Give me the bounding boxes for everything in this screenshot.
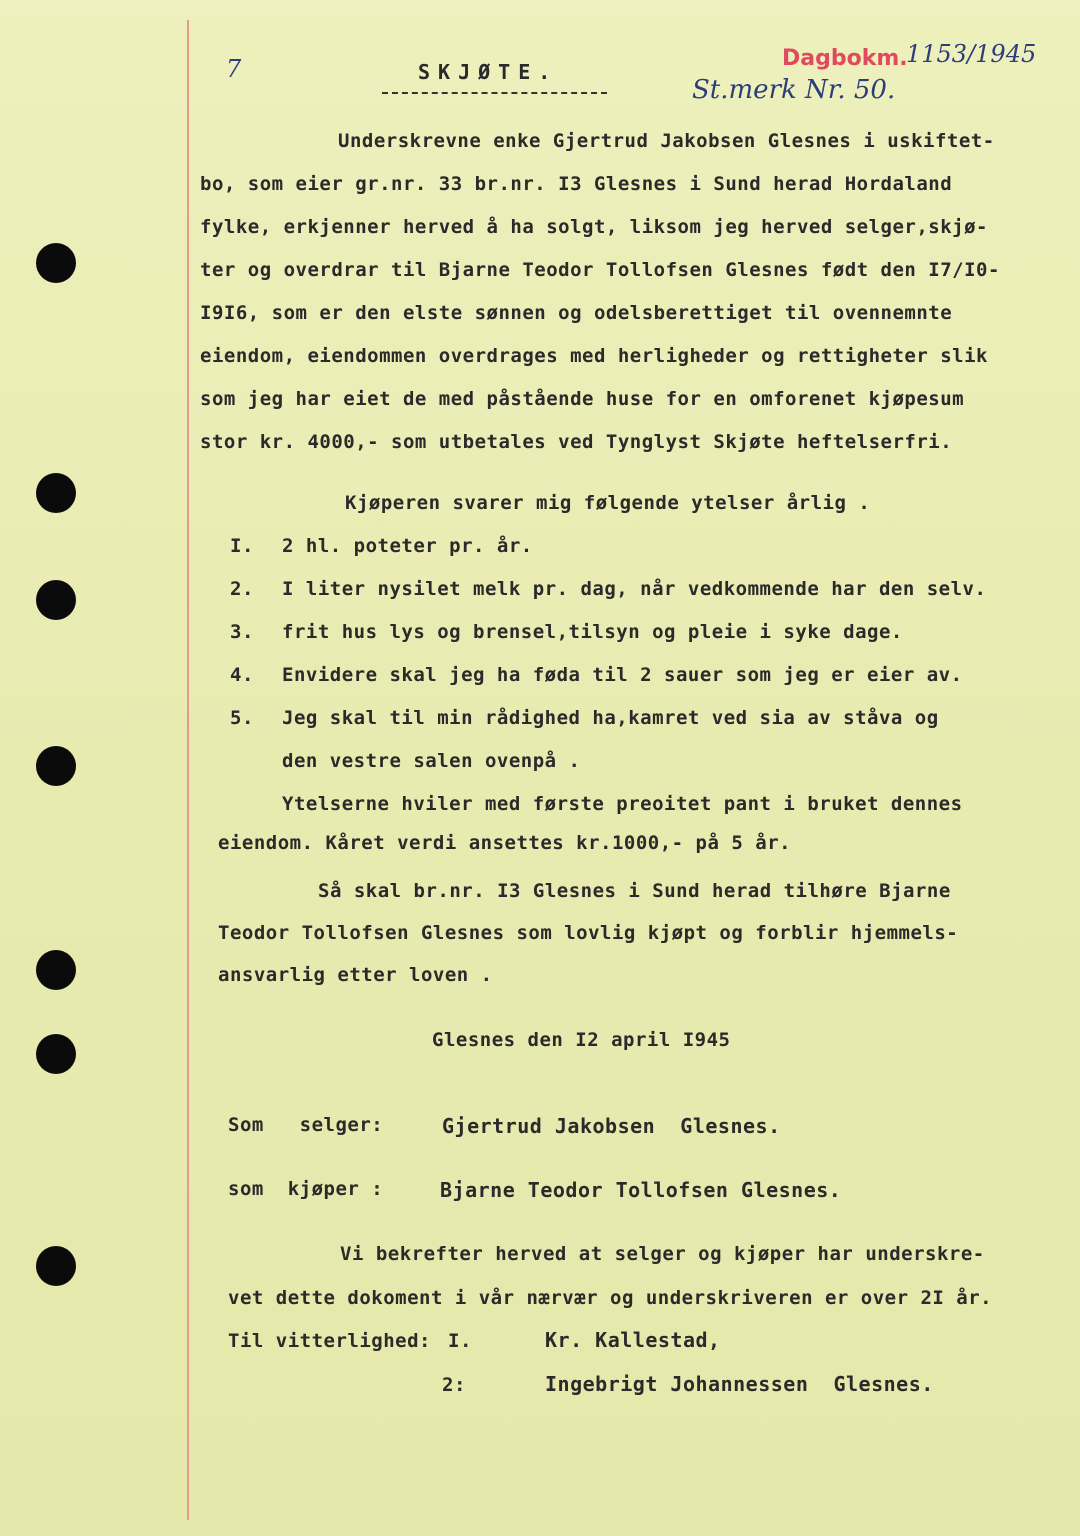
witness-name: Ingebrigt Johannessen Glesnes. xyxy=(545,1372,934,1396)
punch-hole xyxy=(36,950,76,990)
obligation-item: den vestre salen ovenpå . xyxy=(282,750,581,772)
punch-hole xyxy=(36,580,76,620)
buyer-name: Bjarne Teodor Tollofsen Glesnes. xyxy=(440,1178,842,1202)
folio-number: 7 xyxy=(226,55,242,83)
buyer-label: som kjøper : xyxy=(228,1178,384,1200)
body-line: fylke, erkjenner herved å ha solgt, liksom jeg herved selger,skjø- xyxy=(200,216,988,238)
obligation-number: 4. xyxy=(230,664,254,686)
obligation-item: Jeg skal til min rådighed ha,kamret ved sia av ståva og xyxy=(282,707,939,729)
obligation-number: 5. xyxy=(230,707,254,729)
transfer-line: Teodor Tollofsen Glesnes som lovlig kjøpt og forblir hjemmels- xyxy=(218,922,959,944)
lien-line: Ytelserne hviler med første preoitet pant i bruket dennes xyxy=(282,793,963,815)
body-line: stor kr. 4000,- som utbetales ved Tynglyst Skjøte heftelserfri. xyxy=(200,431,953,453)
body-line: som jeg har eiet de med påstående huse for en omforenet kjøpesum xyxy=(200,388,965,410)
body-line: bo, som eier gr.nr. 33 br.nr. I3 Glesnes i Sund herad Hordaland xyxy=(200,173,953,195)
seller-label: Som selger: xyxy=(228,1114,384,1136)
body-line: ter og overdrar til Bjarne Teodor Tollofsen Glesnes født den I7/I0- xyxy=(200,259,1000,281)
stamp-number: 1153/1945 xyxy=(906,40,1037,68)
witness-name: Kr. Kallestad, xyxy=(545,1328,721,1352)
seller-name: Gjertrud Jakobsen Glesnes. xyxy=(442,1114,781,1138)
obligation-item: 2 hl. poteter pr. år. xyxy=(282,535,533,557)
witness-number: 2: xyxy=(442,1374,466,1396)
place-date: Glesnes den I2 april I945 xyxy=(432,1029,731,1051)
punch-hole xyxy=(36,746,76,786)
obligation-number: I. xyxy=(230,535,254,557)
witness-label: Til vitterlighed: xyxy=(228,1330,431,1352)
punch-hole xyxy=(36,1034,76,1074)
title-underline xyxy=(382,92,607,94)
document-title: SKJØTE. xyxy=(418,60,559,84)
body-line: I9I6, som er den elste sønnen og odelsberettiget til ovennemnte xyxy=(200,302,953,324)
transfer-line: Så skal br.nr. I3 Glesnes i Sund herad tilhøre Bjarne xyxy=(318,880,951,902)
witness-line: Vi bekrefter herved at selger og kjøper har underskre- xyxy=(340,1243,985,1265)
obligations-intro: Kjøperen svarer mig følgende ytelser årlig . xyxy=(345,492,871,514)
witness-line: vet dette dokoment i vår nærvær og underskriveren er over 2I år. xyxy=(228,1287,993,1309)
obligation-item: I liter nysilet melk pr. dag, når vedkommende har den selv. xyxy=(282,578,987,600)
obligation-item: frit hus lys og brensel,tilsyn og pleie i syke dage. xyxy=(282,621,903,643)
obligation-number: 2. xyxy=(230,578,254,600)
obligation-item: Envidere skal jeg ha føda til 2 sauer som jeg er eier av. xyxy=(282,664,963,686)
obligation-number: 3. xyxy=(230,621,254,643)
reference-note: St.merk Nr. 50. xyxy=(692,75,896,105)
body-line: eiendom, eiendommen overdrages med herligheder og rettigheter slik xyxy=(200,345,988,367)
punch-hole xyxy=(36,1246,76,1286)
witness-number: I. xyxy=(448,1330,472,1352)
margin-rule xyxy=(187,20,189,1520)
punch-hole xyxy=(36,473,76,513)
lien-line: eiendom. Kåret verdi ansettes kr.1000,- på 5 år. xyxy=(218,832,792,854)
body-line: Underskrevne enke Gjertrud Jakobsen Glesnes i uskiftet- xyxy=(338,130,995,152)
punch-hole xyxy=(36,243,76,283)
dagbok-stamp: Dagbokm. xyxy=(782,46,908,71)
transfer-line: ansvarlig etter loven . xyxy=(218,964,493,986)
